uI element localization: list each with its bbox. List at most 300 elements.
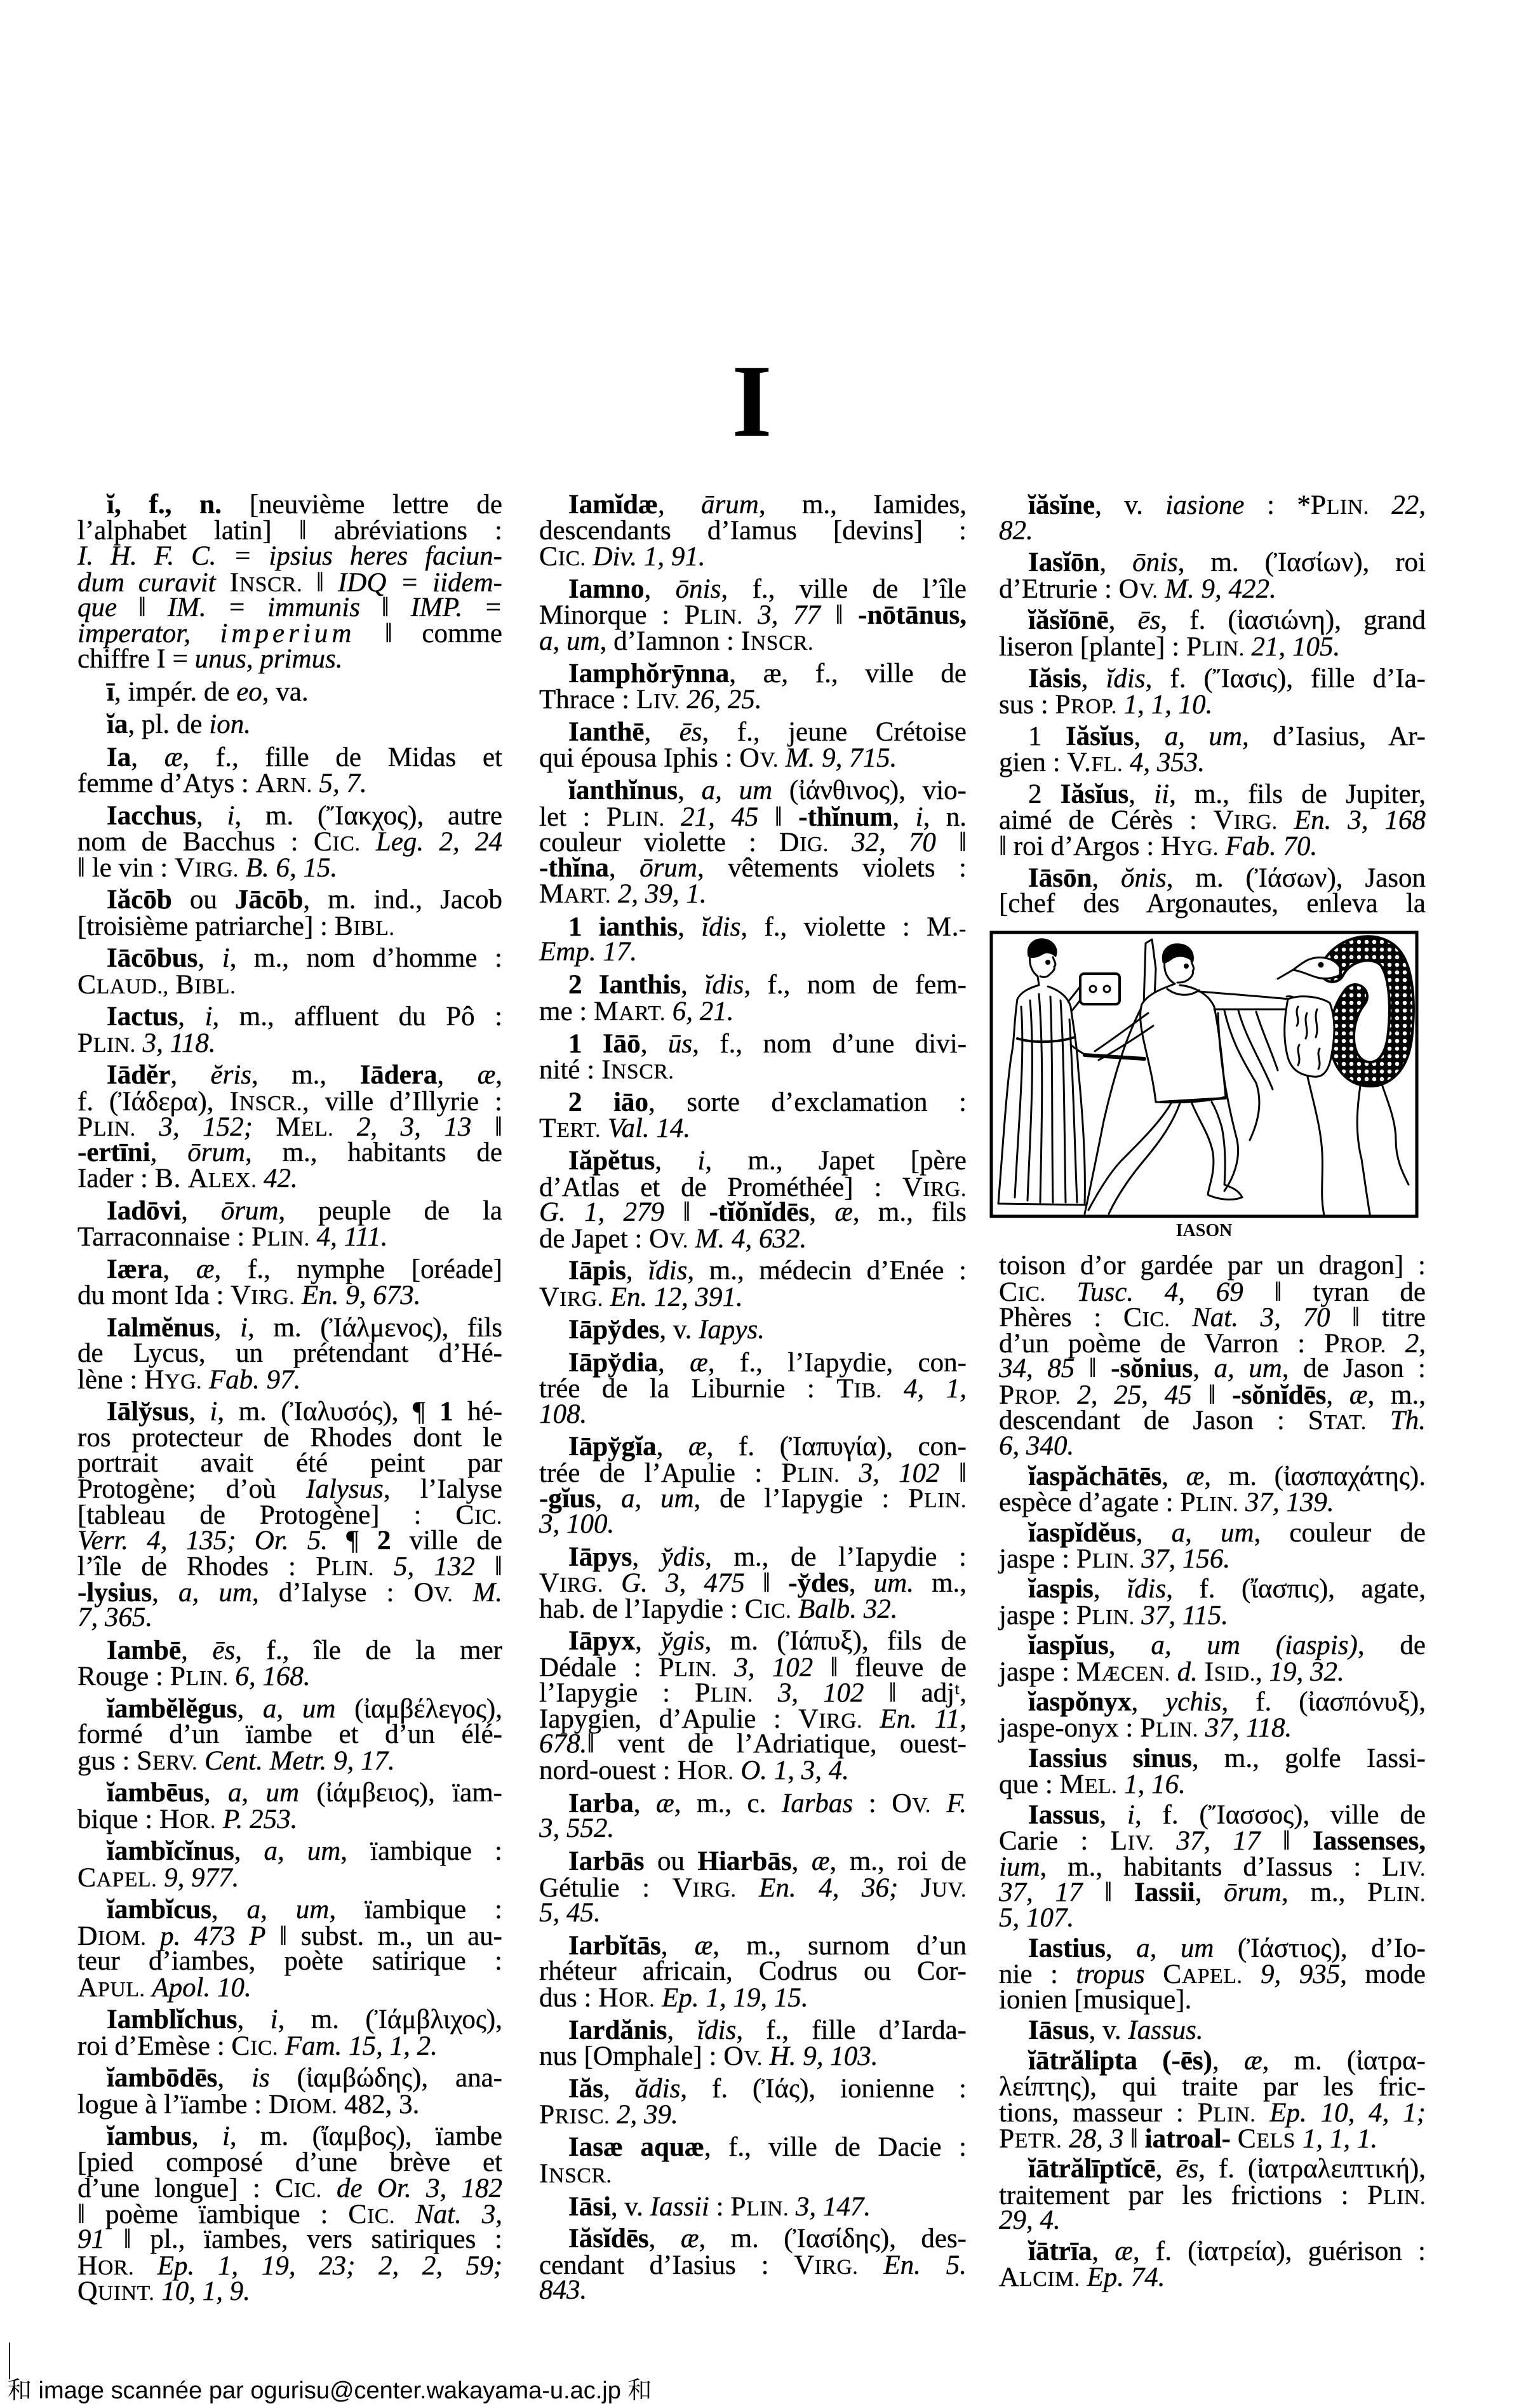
entry-first-line xyxy=(539,1314,967,1345)
entry-line xyxy=(77,541,502,571)
plain-text: , xyxy=(495,1060,503,1090)
author-abbreviation: PLIN. xyxy=(1140,1712,1198,1744)
plain-text: , xyxy=(152,1577,178,1608)
entry-first-line xyxy=(539,1258,967,1284)
author-abbreviation: STAT. xyxy=(1308,1405,1367,1435)
author-abbreviation: MÆCEN. xyxy=(1076,1656,1170,1687)
plain-text: ‖ adjᵗ, xyxy=(864,1678,967,1709)
plain-text xyxy=(898,1873,921,1903)
entry-first-line xyxy=(999,605,1426,636)
plain-text: [neuvième lettre de xyxy=(221,490,502,520)
plain-text: , m., golfe Iassi- xyxy=(1191,1743,1426,1773)
plain-text: , xyxy=(626,1256,648,1286)
plain-text: , m. ind., Jacob xyxy=(303,885,502,915)
entry-line xyxy=(77,1448,502,1478)
entry-line xyxy=(77,1282,502,1308)
plain-text: chiffre I = xyxy=(77,644,195,674)
italic-text: æ xyxy=(1349,1380,1368,1410)
author-abbreviation: HYG. xyxy=(1160,830,1219,861)
entry-line xyxy=(999,1902,1426,1933)
author-abbreviation: JUV. xyxy=(920,1872,967,1903)
headword-bold: ĭaspĭus xyxy=(1028,1630,1109,1661)
entry-first-line xyxy=(77,2063,502,2093)
entry-first-line xyxy=(999,663,1426,694)
plain-text: , xyxy=(203,1778,228,1808)
author-abbreviation: OV. xyxy=(1118,573,1158,604)
headword-bold: ĭambĭcus xyxy=(107,1895,211,1925)
italic-text: i xyxy=(204,1002,213,1032)
plain-text: rhéteur africain, Codrus ou Cor- xyxy=(539,1956,967,1987)
entry-first-line xyxy=(539,972,967,998)
entry-line xyxy=(77,2224,502,2254)
italic-text: i xyxy=(240,1312,248,1343)
plain-text: , xyxy=(178,1002,205,1032)
entry-first-line xyxy=(77,800,502,831)
headword-bold: Iardănis xyxy=(568,2015,667,2045)
italic-text: 9, 977. xyxy=(164,1862,239,1893)
plain-text: , xyxy=(603,2073,635,2104)
italic-text: i xyxy=(697,1146,706,1176)
plain-text xyxy=(931,1789,947,1818)
plain-text: , m., nom d’homme : xyxy=(229,943,503,973)
entry-line xyxy=(77,1114,502,1140)
entry-first-line xyxy=(539,1347,967,1378)
plain-text: , va. xyxy=(262,676,309,707)
plain-text: , xyxy=(189,1397,210,1427)
italic-text: Th. xyxy=(1389,1406,1426,1435)
italic-text: En. 5. xyxy=(883,2250,967,2280)
author-abbreviation: DIG. xyxy=(779,827,829,858)
spaced-italic-text: imperium xyxy=(220,618,356,649)
plain-text: , m., habitants d’Iassus : xyxy=(1040,1852,1383,1882)
plain-text: , f., fille d’Iarda- xyxy=(736,2015,967,2045)
entry-line xyxy=(999,2262,1426,2293)
plain-text: [chef des Argonautes, enleva la xyxy=(999,889,1426,919)
author-abbreviation: PLIN. xyxy=(1076,1599,1135,1630)
entry-first-line xyxy=(999,1576,1426,1603)
italic-text: Ep. 10, 4, 1; xyxy=(1269,2098,1426,2128)
plain-text: , xyxy=(1162,1461,1186,1491)
plain-text: ‖ roi d’Argos : xyxy=(999,831,1161,861)
headword-bold: Iamno xyxy=(568,574,645,604)
plain-text: ou xyxy=(644,1846,698,1877)
entry-line xyxy=(77,1364,502,1395)
plain-text: , m. (Ἰάπυξ), fils de xyxy=(704,1626,967,1657)
italic-text: 37, 156. xyxy=(1141,1544,1231,1575)
entry-first-line xyxy=(77,2007,502,2033)
italic-text: ĭdis xyxy=(1127,1574,1167,1604)
italic-text: ūs xyxy=(667,1028,693,1059)
italic-text: ŏnis xyxy=(1121,863,1167,893)
author-abbreviation: LIV. xyxy=(636,684,680,715)
plain-text: , m., surnom d’un xyxy=(713,1930,967,1961)
headword-bold: ĭa xyxy=(107,709,128,739)
italic-text: 5, 7. xyxy=(319,769,367,798)
plain-text: , ïambique : xyxy=(329,1895,502,1925)
italic-text: i xyxy=(270,2005,278,2034)
author-abbreviation: MEL. xyxy=(276,1112,334,1142)
entry-line xyxy=(539,939,967,965)
headword-bold: Iăsis xyxy=(1028,663,1081,694)
entry-first-line xyxy=(77,709,502,739)
author-abbreviation: PLIN. xyxy=(316,1551,374,1582)
italic-text: 5, 107. xyxy=(999,1902,1075,1933)
headword-bold: ĭambus xyxy=(107,2121,192,2151)
author-abbreviation: HOR. xyxy=(159,1803,217,1834)
plain-text: , xyxy=(655,1146,698,1176)
entry-line xyxy=(77,1525,502,1556)
plain-text xyxy=(154,2276,161,2306)
plain-text: , xyxy=(1105,1933,1137,1963)
italic-text: a, um xyxy=(1136,1933,1214,1963)
plain-text xyxy=(603,1282,610,1312)
plain-text: , xyxy=(1099,548,1133,578)
headword-bold: ĭăsĭōnē xyxy=(1028,605,1109,636)
plain-text: ‖ comme xyxy=(355,618,503,649)
plain-text xyxy=(763,2041,770,2071)
entry-first-line xyxy=(539,778,967,804)
entry-first-line xyxy=(539,911,967,942)
author-abbreviation: APUL. xyxy=(77,1972,145,2003)
entry-first-line xyxy=(539,716,967,747)
plain-text xyxy=(791,1594,798,1624)
italic-text: i xyxy=(1127,1799,1135,1830)
entry-line xyxy=(77,1163,502,1193)
entry-first-line xyxy=(999,1799,1426,1830)
plain-text: , m., fils de Jupiter, xyxy=(1169,779,1426,809)
entry-first-line xyxy=(77,1780,502,1806)
plain-text: , couleur de xyxy=(1254,1517,1426,1548)
italic-text: 3, 147. xyxy=(795,2191,871,2222)
plain-text xyxy=(688,1224,695,1254)
entry-first-line xyxy=(539,1787,967,1818)
plain-text: ionien [musique]. xyxy=(999,1984,1192,2015)
plain-text: jaspe : xyxy=(999,1657,1076,1687)
author-abbreviation: PROP. xyxy=(1055,689,1117,720)
author-abbreviation: BIBL. xyxy=(175,969,236,1000)
italic-text: M. 9, 715. xyxy=(785,743,897,774)
headword-bold: -thĭnum xyxy=(798,802,893,832)
plain-text: trée de l’Apulie : xyxy=(539,1458,782,1488)
italic-text: dum curavit xyxy=(77,567,216,598)
entry-first-line xyxy=(999,492,1426,518)
plain-text xyxy=(1198,1657,1205,1687)
italic-text: ōrum xyxy=(639,852,697,883)
entry-line xyxy=(77,826,503,857)
italic-text: æ xyxy=(196,1254,215,1284)
plain-text xyxy=(1198,1713,1205,1743)
author-abbreviation: CIC. xyxy=(275,2173,322,2203)
headword-bold: Iamblĭchus xyxy=(107,2005,238,2034)
italic-text: 26, 25. xyxy=(686,685,762,715)
headword-bold: Ianthē xyxy=(568,716,645,747)
plain-text: jaspe-onyx : xyxy=(999,1713,1141,1744)
plain-text: , xyxy=(1128,779,1155,809)
plain-text: , m., xyxy=(1281,1878,1368,1908)
plain-text: , xyxy=(644,716,680,747)
plain-text xyxy=(779,743,786,773)
author-abbreviation: PLIN. xyxy=(781,1457,840,1488)
italic-text: 34, 85 xyxy=(999,1354,1075,1383)
plain-text: , xyxy=(608,852,640,883)
author-abbreviation: MART. xyxy=(593,995,666,1026)
plain-text: ros protecteur de Rhodes dont le xyxy=(77,1422,502,1453)
headword-bold: ĭanthĭnus xyxy=(568,776,678,806)
entry-line xyxy=(539,1593,967,1624)
italic-text: 37, 115. xyxy=(1141,1600,1228,1630)
entry-line xyxy=(539,1813,967,1844)
headword-bold: Iambē xyxy=(107,1635,182,1665)
plain-text xyxy=(295,1280,302,1310)
entry-line xyxy=(539,1703,967,1734)
italic-text: ēs xyxy=(1175,2154,1199,2184)
plain-text: , m., xyxy=(251,1060,360,1090)
entry-first-line xyxy=(77,943,503,973)
entry-line xyxy=(77,1338,502,1368)
plain-text: cendant d’Iasius : xyxy=(539,2250,794,2280)
plain-text: , d’Iasius, Ar- xyxy=(1242,721,1426,751)
plain-text: tions, masseur : xyxy=(999,2098,1198,2128)
entry-line xyxy=(999,515,1426,546)
plain-text: toison d’or gardée par un dragon] : xyxy=(999,1251,1426,1280)
plain-text: ‖ xyxy=(744,1568,789,1599)
italic-text: ĭdis xyxy=(704,970,744,1000)
plain-text: [tableau de Protogène] : xyxy=(77,1500,456,1530)
plain-text: nie : xyxy=(999,1959,1076,1990)
plain-text: , xyxy=(163,1254,196,1284)
italic-text: Verr. 4, 135; Or. 5. xyxy=(77,1525,328,1556)
italic-text: ĭdis xyxy=(1106,663,1146,694)
entry-first-line xyxy=(999,2048,1426,2074)
entry-line xyxy=(539,600,967,631)
headword-bold: 2 xyxy=(377,1525,391,1556)
author-abbreviation: PLIN. xyxy=(1186,631,1245,662)
headword-bold: Iamphŏrȳnna xyxy=(568,658,730,689)
author-abbreviation: OV. xyxy=(413,1576,453,1608)
plain-text: me : xyxy=(539,996,594,1026)
plain-text: , xyxy=(191,2121,222,2151)
plain-text xyxy=(239,853,246,883)
entry-line xyxy=(999,2205,1426,2236)
entry-line xyxy=(539,1677,967,1709)
italic-text: I. H. F. C. = ipsius heres faciun- xyxy=(77,541,502,571)
entry-line xyxy=(77,567,503,598)
plain-text xyxy=(278,2031,285,2061)
plain-text: roi d’Emèse : xyxy=(77,2031,232,2061)
author-abbreviation: VIRG. xyxy=(794,2249,859,2280)
entry-line xyxy=(539,1509,967,1539)
plain-text: , æ, f., ville de xyxy=(729,658,967,689)
entry-first-line xyxy=(539,1148,967,1174)
entry-first-line xyxy=(999,1686,1426,1717)
plain-text: , f., ville de Dacie : xyxy=(704,2132,967,2163)
italic-text: tropus xyxy=(1076,1959,1145,1990)
entry-line xyxy=(999,805,1426,836)
plain-text xyxy=(1158,574,1165,604)
italic-text: ădis xyxy=(634,2073,681,2104)
plain-text: , xyxy=(657,490,702,520)
entry-first-line xyxy=(77,1004,502,1030)
headword-bold: Iāsi xyxy=(568,2191,611,2222)
italic-text: a, um xyxy=(264,1836,341,1866)
plain-text: , d’Ialyse : xyxy=(251,1577,414,1608)
headword-bold: Iacchus xyxy=(107,800,196,831)
plain-text xyxy=(1245,632,1252,662)
entry-line xyxy=(539,1568,967,1599)
plain-text: ‖ xyxy=(935,828,967,858)
entry-line xyxy=(539,1197,967,1228)
entry-line xyxy=(999,1825,1426,1857)
headword-bold: ĭaspŏnyx xyxy=(1028,1686,1132,1717)
plain-text: hab. de l’Iapydie : xyxy=(539,1594,745,1624)
plain-text: ‖ xyxy=(117,593,168,622)
plain-text: , xyxy=(1099,1799,1127,1830)
entry-first-line xyxy=(539,574,967,604)
entry-line xyxy=(77,2250,503,2281)
entry-line xyxy=(999,1430,1426,1461)
plain-text: ‖ fleuve de xyxy=(813,1652,967,1683)
italic-text: 3, 77 xyxy=(758,600,820,631)
column-1 xyxy=(77,492,502,2304)
plain-text: aimé de Cérès : xyxy=(999,805,1214,836)
entry-first-line xyxy=(999,1461,1426,1491)
plain-text: , de xyxy=(1357,1630,1426,1661)
headword-bold: -nōtānus, xyxy=(858,600,967,631)
plain-text: , m. (Ἴακχος), autre xyxy=(234,800,502,831)
plain-text: jaspe : xyxy=(999,1600,1076,1630)
entry-first-line xyxy=(77,1635,502,1665)
plain-text: espèce d’agate : xyxy=(999,1488,1181,1518)
italic-text: 7, 365. xyxy=(77,1603,153,1632)
entry-first-line xyxy=(539,2132,967,2163)
entry-line xyxy=(999,830,1426,861)
plain-text: , xyxy=(237,1693,263,1724)
entry-first-line xyxy=(77,742,502,772)
author-abbreviation: INSCR. xyxy=(539,2158,612,2189)
author-abbreviation: ALEX. xyxy=(187,1163,257,1193)
italic-text: En. 4, 36; xyxy=(759,1872,899,1903)
headword-bold: Ialmĕnus xyxy=(107,1312,215,1343)
italic-text: IM. = immunis xyxy=(167,593,360,622)
entry-first-line xyxy=(77,1399,502,1425)
author-abbreviation: ARN. xyxy=(255,768,312,798)
author-abbreviation: LIV. xyxy=(1382,1851,1426,1882)
entry-first-line xyxy=(539,492,967,518)
entry-first-line xyxy=(539,658,967,689)
italic-text: 4, 1, xyxy=(904,1374,967,1404)
italic-text: 37, 139. xyxy=(1245,1488,1334,1518)
plain-text: , d’Iamnon : xyxy=(599,626,741,656)
entry-line xyxy=(539,2041,967,2072)
italic-text: imperator, xyxy=(77,618,191,649)
author-abbreviation: PLIN. xyxy=(77,1112,136,1142)
plain-text: f. (Ἰάδερα), xyxy=(77,1086,230,1117)
entry-line xyxy=(77,1663,502,1690)
plain-text: , xyxy=(809,1197,835,1228)
author-abbreviation: CIC. xyxy=(231,2030,279,2061)
plain-text: : * xyxy=(1244,490,1311,520)
headword-bold: Iarbĭtās xyxy=(568,1930,661,1961)
entry-first-line xyxy=(999,1517,1426,1548)
plain-text xyxy=(361,827,376,857)
plain-text: (ἰάμβειος), ïam- xyxy=(299,1778,503,1808)
headword-bold: ī xyxy=(107,676,114,707)
headword-bold: Iăcōb xyxy=(107,885,172,915)
entry-line xyxy=(539,1399,967,1429)
plain-text: , f., violette : xyxy=(740,911,927,942)
entry-first-line xyxy=(999,721,1426,751)
plain-text: , xyxy=(1193,1354,1214,1383)
plain-text: Gétulie : xyxy=(539,1872,673,1903)
italic-text: Balb. 32. xyxy=(798,1594,898,1624)
plain-text: , xyxy=(1255,1657,1269,1687)
plain-text xyxy=(198,1746,204,1776)
entry-first-line xyxy=(539,2191,967,2222)
italic-text: que xyxy=(77,593,117,622)
italic-text: æ xyxy=(688,1432,707,1462)
headword-bold: -lysius xyxy=(77,1577,152,1608)
plain-text: Carie : xyxy=(999,1826,1111,1857)
plain-text: Iader : xyxy=(77,1164,155,1193)
entry-line xyxy=(77,1422,502,1453)
plain-text: , xyxy=(198,943,222,973)
entry-line xyxy=(539,743,967,774)
plain-text: ‖ titre xyxy=(1330,1303,1426,1333)
italic-text: 19, 32. xyxy=(1269,1657,1344,1687)
italic-text: Cent. Metr. 9, 17. xyxy=(204,1745,395,1776)
plain-text xyxy=(789,2192,796,2222)
plain-text: , xyxy=(1093,1574,1127,1604)
plain-text: , m. (Ἰαλυσός), ¶ xyxy=(217,1397,440,1427)
entry-first-line xyxy=(77,1836,502,1866)
plain-text: , m., xyxy=(1367,1380,1426,1410)
italic-text: En. 11, xyxy=(880,1704,967,1734)
plain-text: , vêtements violets : xyxy=(697,852,967,883)
headword-bold: Iādĕr xyxy=(107,1060,171,1090)
headword-bold: ĭaspis xyxy=(1028,1574,1094,1604)
plain-text: , m., affluent du Pô : xyxy=(212,1002,503,1032)
plain-text: Phères : xyxy=(999,1303,1123,1333)
plain-text: , pl. de xyxy=(128,709,210,739)
italic-text: æ xyxy=(164,742,183,772)
headword-bold: Iamĭdæ xyxy=(568,490,658,520)
italic-text: 3, 102 xyxy=(777,1678,864,1709)
author-abbreviation: OV. xyxy=(892,1787,931,1818)
plain-text: Rouge : xyxy=(77,1662,170,1691)
plain-text: , f., nymphe [oréade] xyxy=(214,1254,502,1284)
italic-text: Div. 1, 91. xyxy=(593,542,706,572)
italic-text: unus, primus. xyxy=(194,644,343,674)
plain-text: hé- xyxy=(453,1397,503,1427)
plain-text: , m., médecin d’Enée : xyxy=(687,1256,967,1286)
plain-text xyxy=(216,1805,223,1834)
plain-text: , xyxy=(681,970,705,1000)
italic-text: 2, xyxy=(1405,1328,1426,1359)
author-abbreviation: INSCR. xyxy=(601,1054,674,1085)
entry-first-line xyxy=(77,1195,502,1226)
plain-text: , xyxy=(892,802,916,832)
italic-text: 5, 132 xyxy=(394,1552,475,1582)
plain-text: , xyxy=(1092,2236,1115,2266)
column-3-top xyxy=(999,492,1426,917)
headword-bold: Iāpy̆dia xyxy=(568,1347,659,1378)
plain-text: Minorque : xyxy=(539,600,685,631)
plain-text: , m., c. xyxy=(674,1788,782,1818)
plain-text xyxy=(1123,748,1130,777)
entry-line xyxy=(539,801,967,832)
headword-bold: Iāpyx xyxy=(568,1626,636,1657)
italic-text: y̆gis xyxy=(660,1626,705,1657)
